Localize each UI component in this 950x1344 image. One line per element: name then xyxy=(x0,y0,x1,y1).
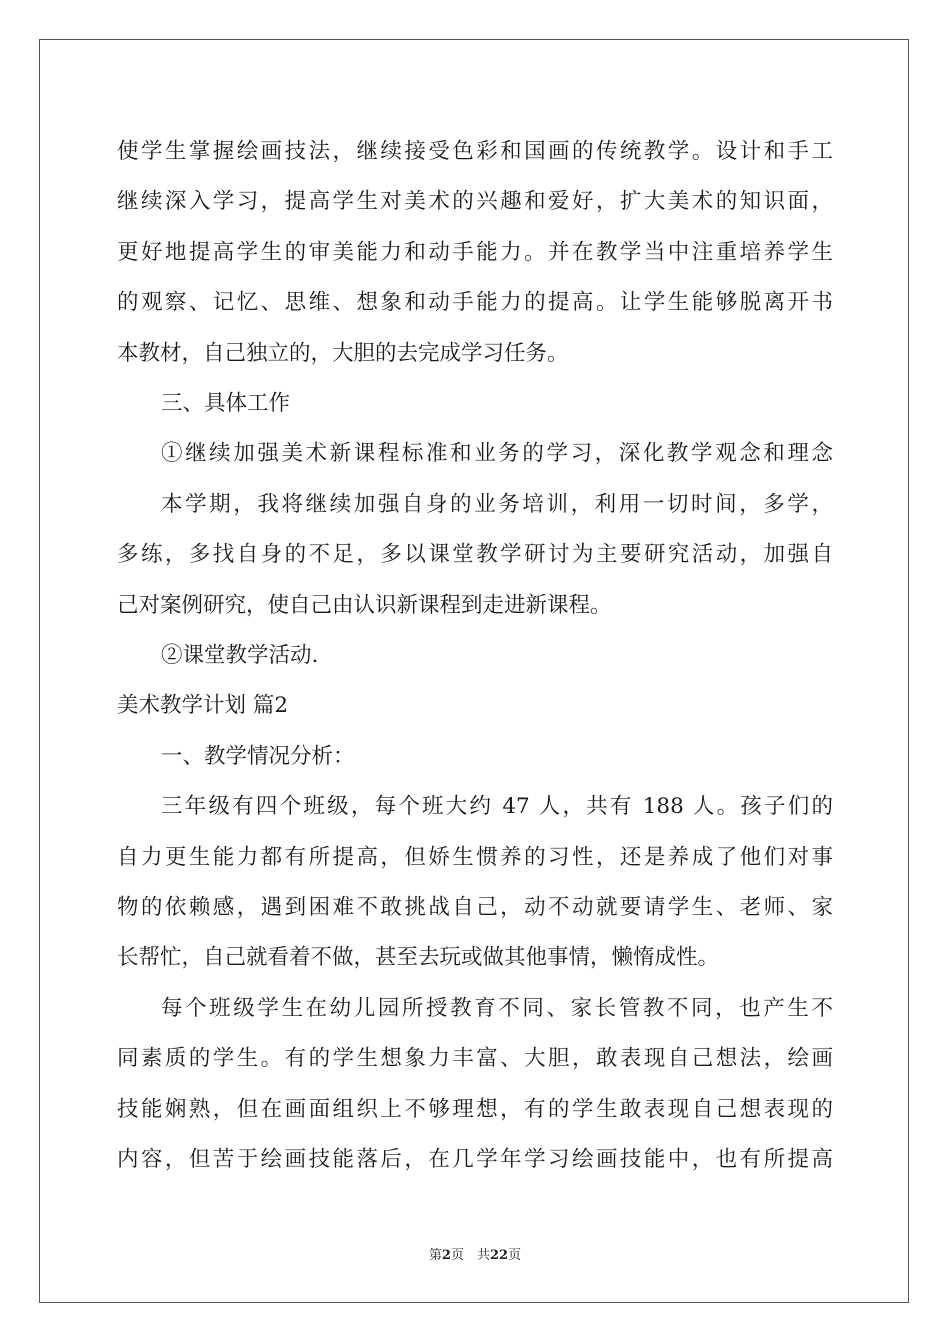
text-line: 一、教学情况分析： xyxy=(161,743,355,769)
text-line: 每个班级学生在幼儿园所授教育不同、家长管教不同，也产生不 xyxy=(161,995,833,1021)
text-line: 本学期，我将继续加强自身的业务培训，利用一切时间，多学， xyxy=(161,491,833,517)
text-line: 内容，但苦于绘画技能落后，在几学年学习绘画技能中，也有所提高 xyxy=(117,1147,833,1172)
footer-page-number: 2 xyxy=(441,1248,451,1263)
text-line: 继续深入学习，提高学生对美术的兴趣和爱好，扩大美术的知识面， xyxy=(117,189,833,215)
text-line: 己对案例研究，使自己由认识新课程到走进新课程。 xyxy=(117,592,612,618)
footer-middle: 页 共 xyxy=(450,1248,490,1263)
text-line: 多练，多找自身的不足，多以课堂教学研讨为主要研究活动，加强自 xyxy=(117,542,833,568)
footer-total-pages: 22 xyxy=(489,1248,509,1263)
text-line: 三、具体工作 xyxy=(161,391,291,416)
text-line: 技能娴熟，但在画面组织上不够理想，有的学生敢表现自己想表现的 xyxy=(117,1096,833,1122)
text-line: 更好地提高学生的审美能力和动手能力。并在教学当中注重培养学生 xyxy=(117,239,833,265)
text-line: 使学生掌握绘画技法，继续接受色彩和国画的传统教学。设计和手工 xyxy=(117,139,833,164)
footer-prefix: 第 xyxy=(428,1248,442,1263)
text-line: ②课堂教学活动. xyxy=(161,643,319,668)
text-line: 物的依赖感，遇到困难不敢挑战自己，动不动就要请学生、老师、家 xyxy=(117,895,833,920)
text-line: ①继续加强美术新课程标准和业务的学习，深化教学观念和理念 xyxy=(161,441,833,467)
text-line: 的观察、记忆、思维、想象和动手能力的提高。让学生能够脱离开书 xyxy=(117,290,833,316)
text-line: 同素质的学生。有的学生想象力丰富、大胆，敢表现自己想法，绘画 xyxy=(117,1046,833,1072)
page-footer xyxy=(0,1247,950,1265)
text-line: 三年级有四个班级，每个班大约 47 人，共有 188 人。孩子们的 xyxy=(161,794,833,820)
footer-suffix: 页 xyxy=(508,1248,522,1263)
text-line: 长帮忙，自己就看着不做，甚至去玩或做其他事情，懒惰成性。 xyxy=(117,945,720,971)
text-line: 美术教学计划 篇2 xyxy=(117,693,289,719)
text-line: 本教材，自己独立的，大胆的去完成学习任务。 xyxy=(117,340,569,366)
text-line: 自力更生能力都有所提高，但娇生惯养的习性，还是养成了他们对事 xyxy=(117,844,833,870)
